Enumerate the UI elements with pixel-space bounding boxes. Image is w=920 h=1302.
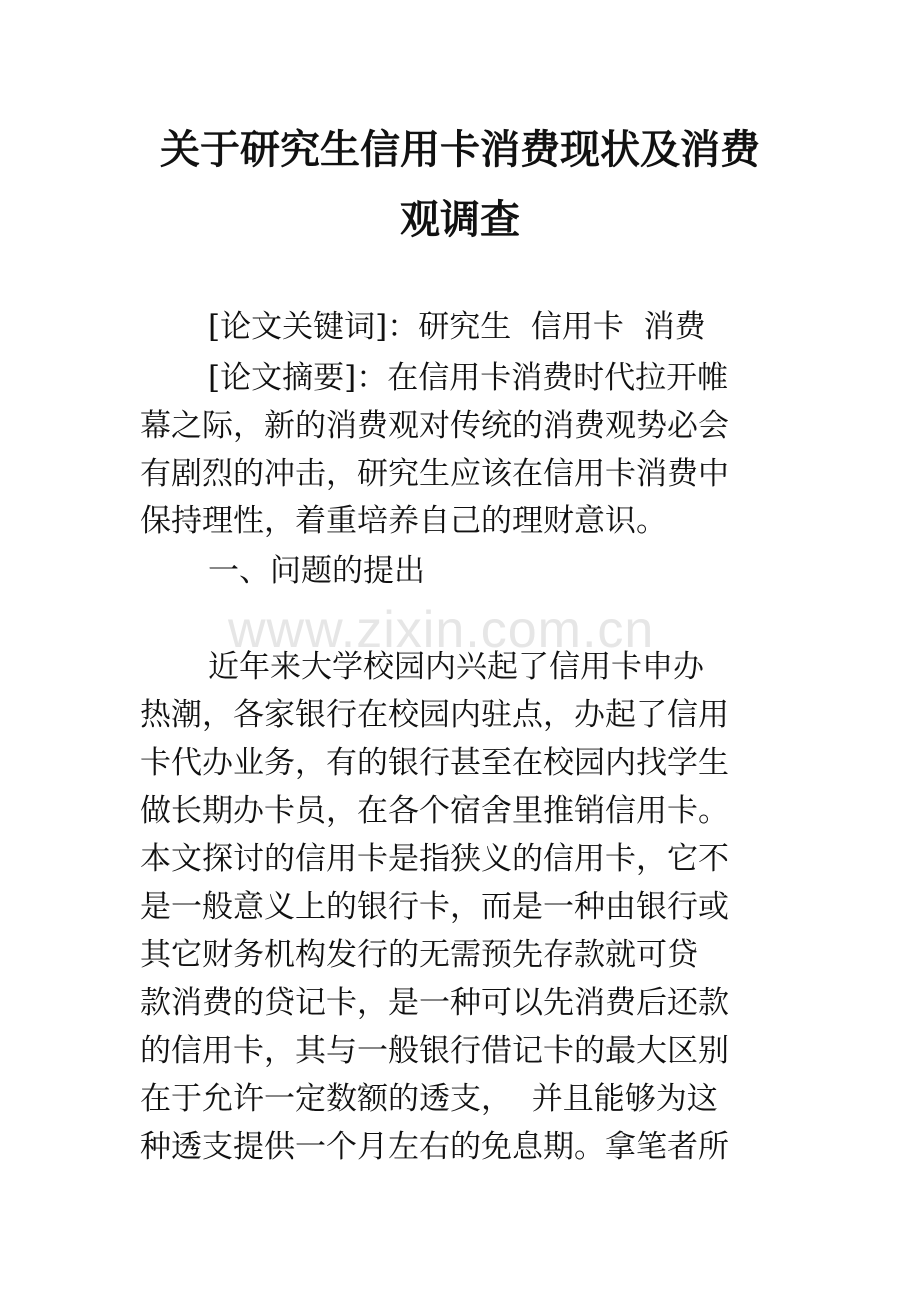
- body-line: 在于允许一定数额的透支， 并且能够为这: [140, 1081, 718, 1117]
- document-title-line-1: 关于研究生信用卡消费现状及消费: [160, 127, 760, 173]
- abstract-line: [论文摘要]：在信用卡消费时代拉开帷: [208, 360, 729, 396]
- body-line: 本文探讨的信用卡是指狭义的信用卡，它不: [140, 841, 729, 877]
- body-line: 热潮，各家银行在校园内驻点，办起了信用: [140, 697, 729, 733]
- body-line: 近年来大学校园内兴起了信用卡申办: [208, 649, 704, 685]
- keywords-line: [论文关键词]：研究生 信用卡 消费: [208, 309, 706, 345]
- body-line: 其它财务机构发行的无需预先存款就可贷: [140, 937, 698, 973]
- section-heading: 一、问题的提出: [208, 553, 425, 589]
- abstract-line: 有剧烈的冲击，研究生应该在信用卡消费中: [140, 456, 729, 492]
- body-line: 的信用卡，其与一般银行借记卡的最大区别: [140, 1033, 729, 1069]
- body-line: 款消费的贷记卡，是一种可以先消费后还款: [140, 985, 729, 1021]
- abstract-line: 幕之际，新的消费观对传统的消费观势必会: [140, 408, 729, 444]
- watermark: www.zixin.com.cn: [228, 601, 655, 659]
- document-title-line-2: 观调查: [400, 197, 520, 243]
- body-line: 是一般意义上的银行卡，而是一种由银行或: [140, 889, 729, 925]
- body-line: 做长期办卡员，在各个宿舍里推销信用卡。: [140, 793, 729, 829]
- abstract-line: 保持理性，着重培养自己的理财意识。: [140, 503, 667, 539]
- body-line: 种透支提供一个月左右的免息期。拿笔者所: [140, 1129, 729, 1165]
- body-line: 卡代办业务，有的银行甚至在校园内找学生: [140, 745, 729, 781]
